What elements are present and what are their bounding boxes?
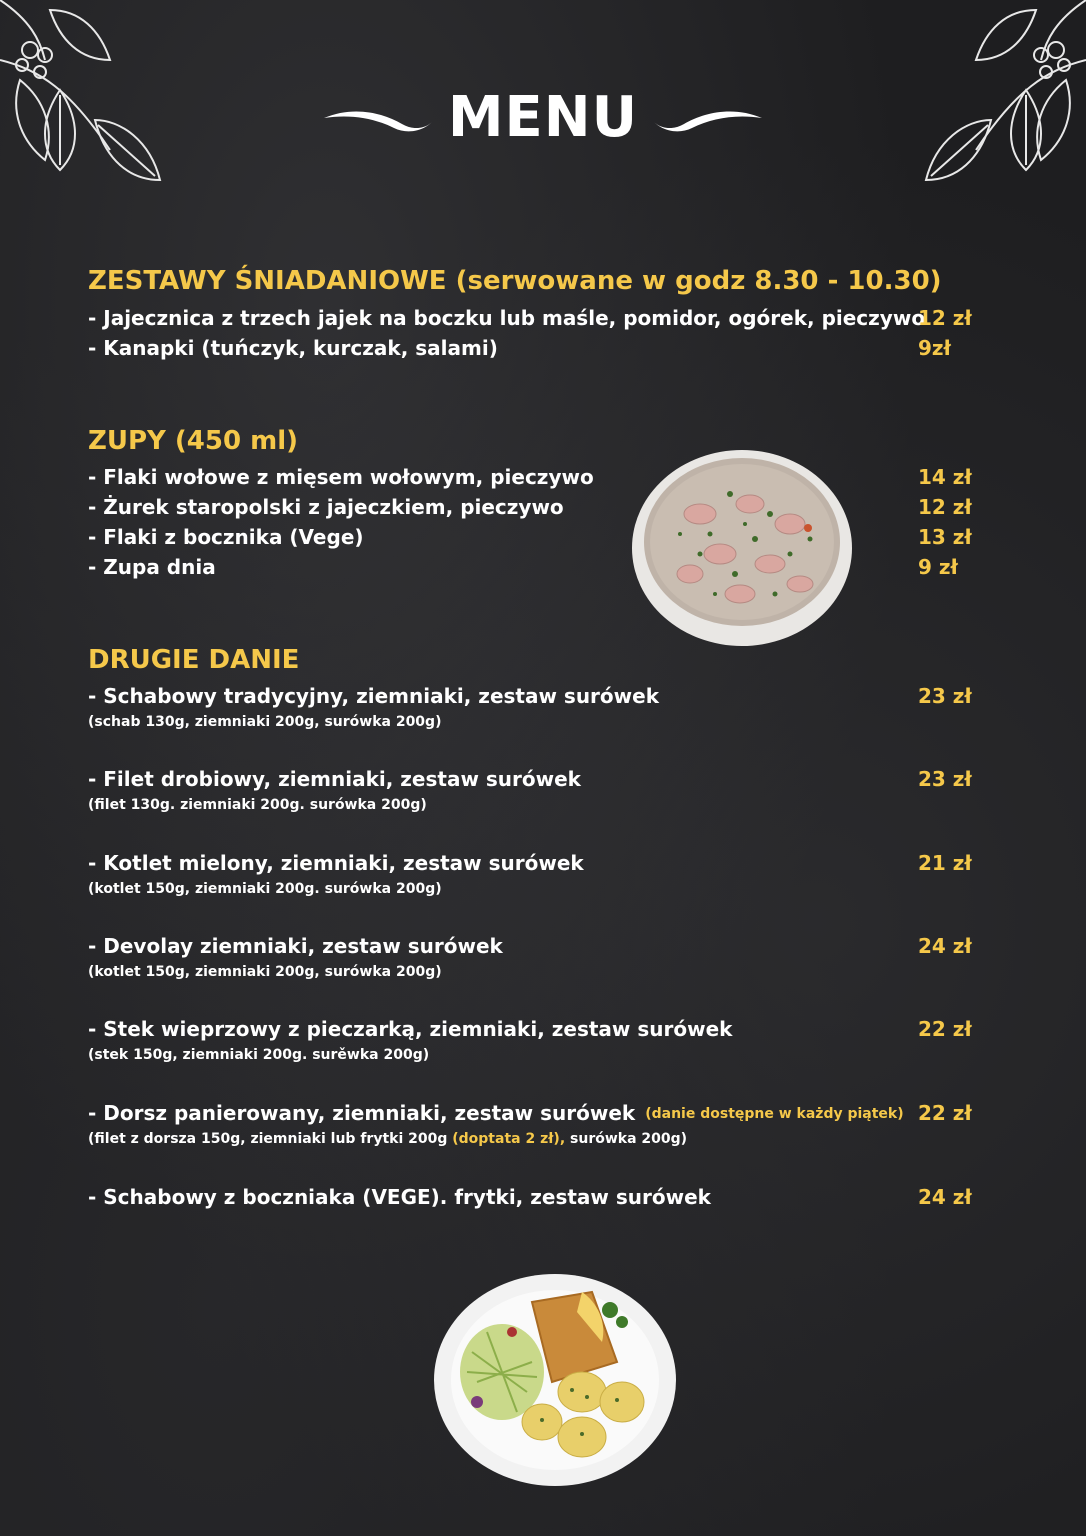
menu-item-price: 23 zł — [918, 684, 972, 708]
section-title-breakfast: ZESTAWY ŚNIADANIOWE (serwowane w godz 8.30 - 10.30) — [88, 266, 942, 296]
availability-note: (danie dostępne w każdy piątek) — [645, 1106, 904, 1122]
menu-item: - Zupa dnia — [88, 555, 216, 579]
menu-item: - Stek wieprzowy z pieczarką, ziemniaki, zestaw surówek — [88, 1017, 733, 1041]
detail-text: surówka 200g) — [570, 1131, 688, 1147]
section-title-mains: DRUGIE DANIE — [88, 645, 300, 675]
detail-text: (filet z dorsza 150g, ziemniaki lub frytki 200g — [88, 1131, 448, 1147]
menu-item-detail: (kotlet 150g, ziemniaki 200g. surówka 200g) — [88, 881, 442, 897]
extra-charge-note: (doptata 2 zł), — [452, 1131, 566, 1147]
menu-item: - Jajecznica z trzech jajek na boczku lub maśle, pomidor, ogórek, pieczywo — [88, 306, 926, 330]
menu-item: - Schabowy tradycyjny, ziemniaki, zestaw surówek — [88, 684, 659, 708]
menu-item-price: 24 zł — [918, 934, 972, 958]
menu-item: - Devolay ziemniaki, zestaw surówek — [88, 934, 503, 958]
menu-item-price: 13 zł — [918, 525, 972, 549]
menu-item-price: 22 zł — [918, 1101, 972, 1125]
swash-icon — [652, 104, 764, 134]
menu-item-detail: (schab 130g, ziemniaki 200g, surówka 200g) — [88, 714, 442, 730]
menu-header — [0, 80, 1086, 160]
menu-item: - Filet drobiowy, ziemniaki, zestaw surówek — [88, 767, 581, 791]
menu-item-price: 24 zł — [918, 1185, 972, 1209]
menu-item: - Żurek staropolski z jajeczkiem, pieczywo — [88, 495, 564, 519]
menu-item-detail: (stek 150g, ziemniaki 200g. surěwka 200g) — [88, 1047, 430, 1063]
menu-item: - Kanapki (tuńczyk, kurczak, salami) — [88, 336, 498, 360]
soup-bowl-photo — [630, 444, 854, 648]
menu-item-price: 21 zł — [918, 851, 972, 875]
menu-item-price: 12 zł — [918, 306, 972, 330]
section-title-soups: ZUPY (450 ml) — [88, 426, 298, 456]
menu-item-price: 9 zł — [918, 555, 958, 579]
menu-item: - Flaki z bocznika (Vege) — [88, 525, 364, 549]
menu-item: - Flaki wołowe z mięsem wołowym, pieczywo — [88, 465, 594, 489]
menu-item: - Schabowy z boczniaka (VEGE). frytki, zestaw surówek — [88, 1185, 711, 1209]
menu-item — [88, 1100, 918, 1127]
menu-item-detail — [88, 1130, 687, 1148]
menu-item-price: 23 zł — [918, 767, 972, 791]
menu-item-price: 9zł — [918, 336, 951, 360]
menu-item-detail: (filet 130g. ziemniaki 200g. surówka 200g) — [88, 797, 427, 813]
page-title: MENU — [447, 85, 639, 150]
menu-item-price: 12 zł — [918, 495, 972, 519]
menu-item-price: 14 zł — [918, 465, 972, 489]
menu-item: - Kotlet mielony, ziemniaki, zestaw surówek — [88, 851, 584, 875]
menu-item-detail: (kotlet 150g, ziemniaki 200g, surówka 200g) — [88, 964, 442, 980]
menu-item-name: - Dorsz panierowany, ziemniaki, zestaw surówek — [88, 1101, 636, 1125]
plate-dish-photo — [432, 1272, 678, 1488]
menu-item-price: 22 zł — [918, 1017, 972, 1041]
